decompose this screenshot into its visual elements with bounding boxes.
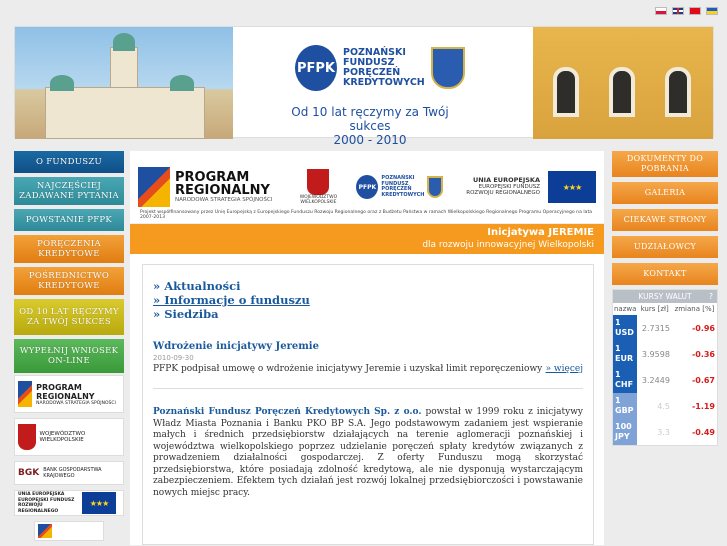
news-text: PFPK podpisał umowę o wdrożenie inicjatywy Jeremie i uzyskał limit reporęczeniowy — [153, 364, 543, 374]
jeremie-bar[interactable]: Inicjatywa JEREMIE dla rozwoju innowacyjnej Wielkopolski — [130, 224, 604, 254]
nav-faq[interactable]: NAJCZĘŚCIEJ ZADAWANE PYTANIA — [14, 177, 124, 205]
city-hall-photo — [15, 27, 233, 139]
nav-kontakt[interactable]: KONTAKT — [612, 263, 718, 285]
language-switcher — [655, 7, 718, 15]
eagle-crest-icon — [307, 169, 329, 195]
more-link[interactable]: » więcej — [545, 364, 583, 374]
wojewodztwo-logo[interactable]: WOJEWÓDZTWO WIELKOPOLSKIE — [14, 418, 124, 456]
pfpk-logo[interactable] — [295, 45, 465, 91]
link-siedziba[interactable]: » Siedziba — [153, 307, 219, 321]
program-bar — [130, 151, 604, 224]
main-content — [130, 151, 604, 545]
partner-logo-extra[interactable] — [34, 521, 104, 541]
header-banner — [14, 26, 714, 147]
eu-text: UNIA EUROPEJSKA EUROPEJSKI FUNDUSZ ROZWOJU REGIONALNEGO — [466, 176, 540, 197]
right-navigation — [612, 151, 718, 290]
nav-dokumenty[interactable]: DOKUMENTY DO POBRANIA — [612, 151, 718, 177]
wojewodztwo-mark: WOJEWÓDZTWO WIELKOPOLSKIE — [294, 169, 342, 205]
table-row: 100 JPY 3.3 -0.49 — [613, 419, 717, 445]
flag-en-icon[interactable] — [672, 7, 684, 15]
building-facade-photo — [533, 27, 713, 139]
table-row: 1 GBP 4.5 -1.19 — [613, 393, 717, 419]
news-date: 2010-09-30 — [153, 354, 194, 362]
news-item — [153, 364, 583, 374]
pfpk-mark-icon: PFPK — [295, 45, 337, 91]
rates-title: KURSY WALUT ? — [613, 290, 717, 303]
eagle-crest-icon — [18, 424, 36, 450]
partner-logos — [14, 375, 124, 546]
bgk-logo[interactable]: BGK BANK GOSPODARSTWA KRAJOWEGO — [14, 461, 124, 485]
eu-logo[interactable]: UNIA EUROPEJSKA EUROPEJSKI FUNDUSZ ROZWOJU REGIONALNEGO ★★★ — [14, 490, 124, 516]
flag-tr-icon[interactable] — [689, 7, 701, 15]
flag-ua-icon[interactable] — [706, 7, 718, 15]
help-icon[interactable]: ? — [709, 292, 713, 301]
eu-flag-icon: ★★★ — [82, 492, 116, 514]
col-nazwa: nazwa — [614, 305, 637, 313]
company-name: Poznański Fundusz Poręczeń Kredytowych Sp. z o.o. — [153, 407, 422, 417]
link-informacje[interactable]: » Informacje o funduszu — [153, 293, 310, 307]
nav-posrednictwo[interactable]: POŚREDNICTWO KREDYTOWE — [14, 267, 124, 295]
nav-o-funduszu[interactable]: O FUNDUSZU — [14, 151, 124, 173]
about-text: Poznański Fundusz Poręczeń Kredytowych Sp. z o.o. powstał w 1999 roku z inicjatywy Władz Miasta Poznania i Banku PKO BP S.A. Jego podstawowym zadaniem jest wspieranie małych i średnich przedsiębiorstw działających na terenie aglomeracji poznańskiej i województwa wielkopolskiego poprzez udzielanie poręczeń spłaty kredytów związanych z prowadzeniem działalności gospodarczej. Z oferty Funduszu mogą skorzystać przedsiębiorstwa, które posiadają zdolność kredytową, ale nie dysponują wystarczającym zabezpieczeniem. Efektem tych działań jest rozwój lokalnej przedsiębiorczości i powstawanie nowych miejsc pracy. — [153, 407, 583, 498]
poznan-crest-icon — [427, 176, 443, 198]
star-icon — [38, 524, 52, 538]
table-row: 1 CHF 3.2449 -0.67 — [613, 367, 717, 393]
col-zmiana: zmiana [%] — [674, 305, 715, 313]
nav-wniosek-online[interactable]: WYPEŁNIJ WNIOSEK ON-LINE — [14, 339, 124, 373]
exchange-rates-widget — [612, 289, 718, 446]
brand-name: POZNAŃSKI FUNDUSZ PORĘCZEŃ KREDYTOWYCH — [343, 47, 425, 88]
nav-udzialowcy[interactable]: UDZIAŁOWCY — [612, 236, 718, 258]
table-row: 1 USD 2.7315 -0.96 — [613, 315, 717, 341]
col-kurs: kurs [zł] — [640, 305, 669, 313]
banner-slogan: Od 10 lat ręczymy za Twój sukces 2000 - 2010 — [291, 105, 449, 147]
star-icon — [138, 167, 170, 207]
nav-ciekawe-strony[interactable]: CIEKAWE STRONY — [612, 209, 718, 231]
divider — [153, 388, 583, 389]
flag-pl-icon[interactable] — [655, 7, 667, 15]
program-caption: Projekt współfinansowany przez Unię Europejską z Europejskiego Funduszu Rozwoju Regionalnego oraz z Budżetu Państwa w ramach Wielkopolskiego Regionalnego Programu Operacyjnego na lata 2007-2013 — [140, 210, 593, 220]
nav-poreczenia[interactable]: PORĘCZENIA KREDYTOWE — [14, 235, 124, 263]
nav-galeria[interactable]: GALERIA — [612, 182, 718, 204]
program-regionalny-logo[interactable]: PROGRAM REGIONALNY NARODOWA STRATEGIA SPÓJNOŚCI — [14, 375, 124, 413]
submenu — [153, 279, 583, 321]
table-row: 1 EUR 3.9598 -0.36 — [613, 341, 717, 367]
poznan-crest-icon — [431, 47, 465, 89]
left-navigation — [14, 151, 124, 377]
star-icon — [18, 381, 32, 407]
nav-powstanie[interactable]: POWSTANIE PFPK — [14, 209, 124, 231]
program-regionalny-banner: PROGRAM REGIONALNY NARODOWA STRATEGIA SPÓJNOŚCI — [138, 167, 272, 207]
eu-flag-icon: ★★★ — [548, 171, 596, 203]
news-title[interactable]: Wdrożenie inicjatywy Jeremie — [153, 341, 319, 352]
nav-10-lat[interactable]: OD 10 LAT RĘCZYMY ZA TWÓJ SUKCES — [14, 299, 124, 335]
rates-table — [613, 303, 717, 445]
link-aktualnosci[interactable]: » Aktualności — [153, 279, 241, 293]
pfpk-small-logo: PFPK POZNAŃSKI FUNDUSZ PORĘCZEŃ KREDYTOWYCH — [356, 175, 443, 199]
content-box — [142, 264, 594, 545]
